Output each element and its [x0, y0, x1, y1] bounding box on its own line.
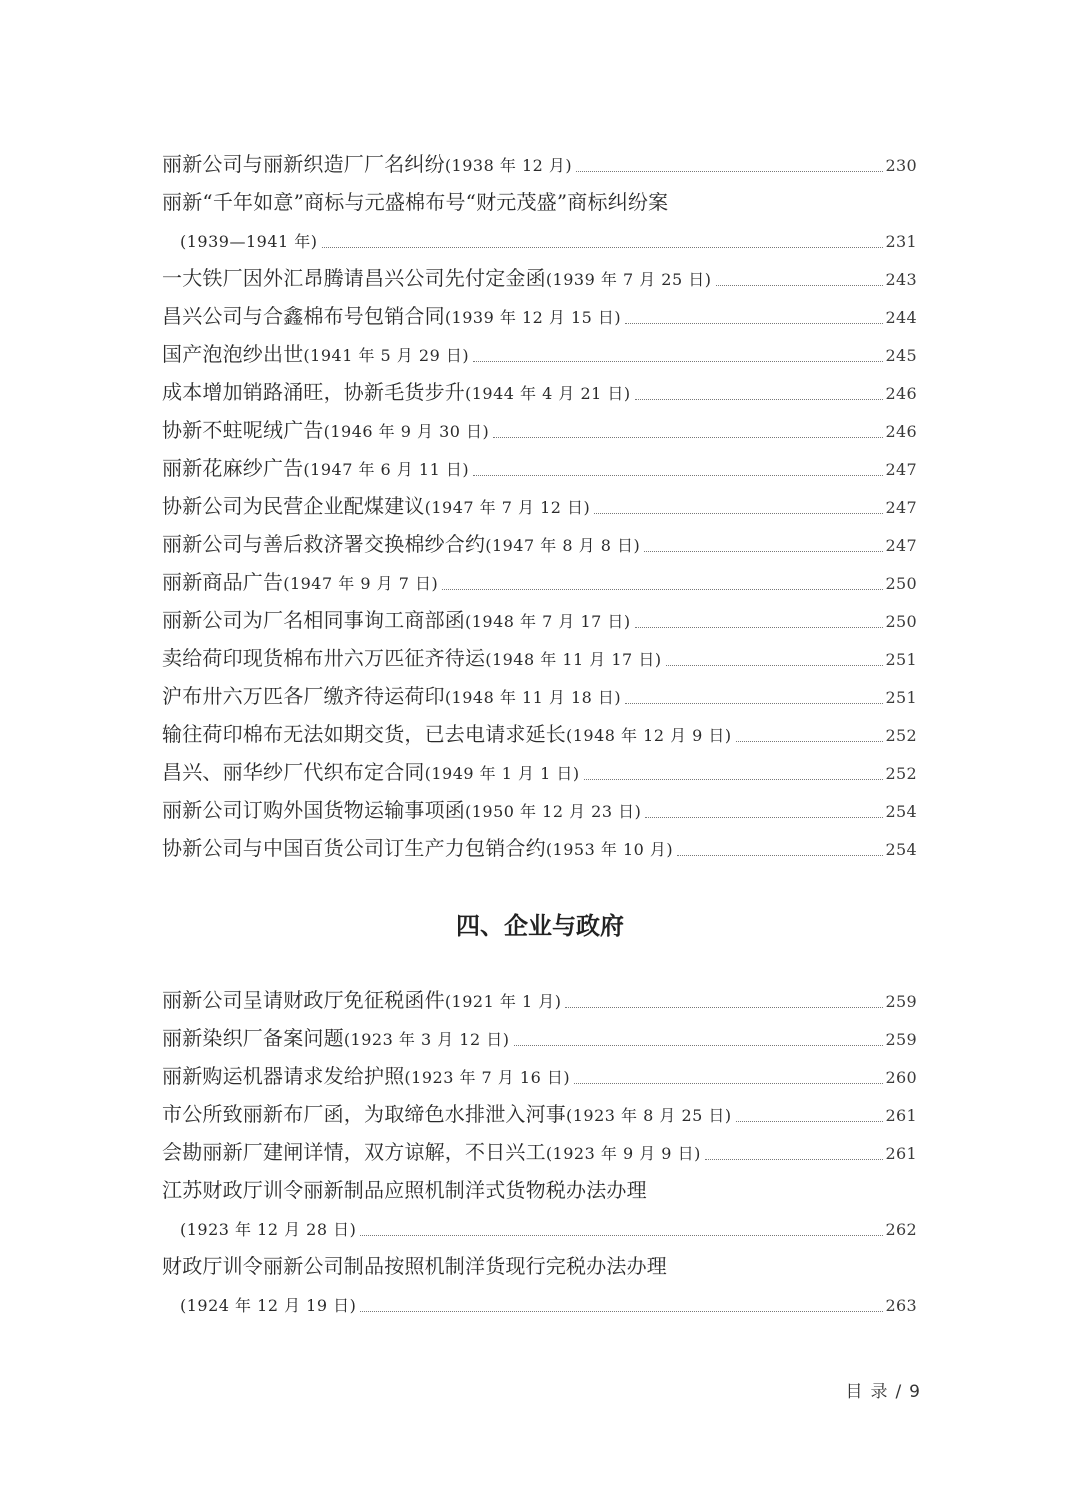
toc-entry-title: 协新公司为民营企业配煤建议(1947 年 7 月 12 日)	[162, 494, 591, 518]
toc-entry-page: 252	[885, 726, 917, 745]
footer-page-number: 9	[909, 1382, 920, 1402]
toc-entry-page: 254	[885, 840, 917, 859]
toc-entry-page: 261	[885, 1144, 917, 1163]
toc-entry-title: 协新不蛀呢绒广告(1946 年 9 月 30 日)	[162, 418, 490, 442]
toc-entry-date: (1953 年 10 月)	[545, 840, 674, 859]
toc-entry-date: (1948 年 7 月 17 日)	[465, 612, 631, 631]
dot-leader	[716, 285, 883, 286]
toc-entry-date: (1924 年 12 月 19 日)	[180, 1296, 357, 1315]
dot-leader	[736, 1121, 883, 1122]
dot-leader	[322, 247, 883, 248]
toc-entry-title: 卖给荷印现货棉布卅六万匹征齐待运(1948 年 11 月 17 日)	[162, 646, 662, 670]
toc-entry-page: 259	[885, 992, 917, 1011]
toc-entry-date: (1947 年 7 月 12 日)	[424, 498, 591, 517]
toc-entry-page: 231	[885, 232, 917, 251]
toc-entry[interactable]	[162, 416, 917, 446]
toc-entry-title: 丽新购运机器请求发给护照(1923 年 7 月 16 日)	[162, 1064, 571, 1088]
dot-leader	[645, 817, 882, 818]
toc-entry-date: (1923 年 12 月 28 日)	[180, 1220, 357, 1239]
toc-entry-date: (1947 年 8 月 8 日)	[485, 536, 641, 555]
toc-entry[interactable]	[180, 1290, 917, 1320]
toc-entry-title: 丽新公司呈请财政厅免征税函件(1921 年 1 月)	[162, 988, 562, 1012]
section-heading: 四、企业与政府	[456, 912, 624, 940]
toc-entry[interactable]	[162, 1100, 917, 1130]
dot-leader	[514, 1045, 883, 1046]
dot-leader	[493, 437, 882, 438]
dot-leader	[574, 1083, 882, 1084]
toc-entry-page: 245	[885, 346, 917, 365]
toc-entry-date: (1947 年 9 月 7 日)	[283, 574, 439, 593]
toc-entry-page: 243	[885, 270, 917, 289]
dot-leader	[705, 1159, 883, 1160]
toc-entry-page: 260	[885, 1068, 917, 1087]
toc-entry-title: 丽新公司为厂名相同事询工商部函(1948 年 7 月 17 日)	[162, 608, 631, 632]
page-footer	[845, 1377, 920, 1402]
toc-entry[interactable]	[162, 302, 917, 332]
toc-entry-title: 会勘丽新厂建闸详情，双方谅解，不日兴工(1923 年 9 月 9 日)	[162, 1140, 701, 1164]
toc-entry-title: 丽新公司与善后救济署交换棉纱合约(1947 年 8 月 8 日)	[162, 532, 641, 556]
dot-leader	[635, 627, 883, 628]
toc-entry[interactable]	[162, 834, 917, 864]
toc-entry-date: (1923 年 9 月 9 日)	[545, 1144, 701, 1163]
dot-leader	[565, 1007, 882, 1008]
toc-entry-page: 252	[885, 764, 917, 783]
toc-entry[interactable]	[162, 1024, 917, 1054]
toc-entry-page: 261	[885, 1106, 917, 1125]
toc-entry-page: 247	[885, 460, 917, 479]
toc-entry-date: (1921 年 1 月)	[444, 992, 562, 1011]
toc-entry-title: 丽新公司订购外国货物运输事项函(1950 年 12 月 23 日)	[162, 798, 642, 822]
toc-entry-title	[180, 1214, 356, 1244]
toc-entry[interactable]	[162, 758, 917, 788]
toc-entry-title: 丽新花麻纱广告(1947 年 6 月 11 日)	[162, 456, 470, 480]
toc-entry-page: 247	[885, 498, 917, 517]
toc-entry-date: (1948 年 11 月 18 日)	[444, 688, 622, 707]
toc-entry-title: 一大铁厂因外汇昂腾请昌兴公司先付定金函(1939 年 7 月 25 日)	[162, 266, 712, 290]
dot-leader	[666, 665, 883, 666]
toc-entry-date: (1950 年 12 月 23 日)	[465, 802, 642, 821]
dot-leader	[677, 855, 882, 856]
toc-entry-title	[180, 1290, 356, 1320]
toc-entry-title: 昌兴公司与合鑫棉布号包销合同(1939 年 12 月 15 日)	[162, 304, 622, 328]
toc-entry-page: 262	[885, 1220, 917, 1239]
dot-leader	[644, 551, 882, 552]
toc-entry-title-line1[interactable]: 丽新“千年如意”商标与元盛棉布号“财元茂盛”商标纠纷案	[162, 190, 669, 214]
toc-entry[interactable]	[162, 1062, 917, 1092]
dot-leader	[473, 475, 882, 476]
toc-entry[interactable]	[162, 796, 917, 826]
toc-entry-page: 247	[885, 536, 917, 555]
toc-entry-date: (1948 年 12 月 9 日)	[566, 726, 732, 745]
toc-entry[interactable]	[180, 1214, 917, 1244]
dot-leader	[576, 171, 882, 172]
toc-entry-date: (1941 年 5 月 29 日)	[303, 346, 470, 365]
toc-entry-date: (1947 年 6 月 11 日)	[303, 460, 470, 479]
dot-leader	[473, 361, 882, 362]
toc-entry-title-line1[interactable]: 江苏财政厅训令丽新制品应照机制洋式货物税办法办理	[162, 1178, 647, 1202]
toc-entry-title: 市公所致丽新布厂函，为取缔色水排泄入河事(1923 年 8 月 25 日)	[162, 1102, 732, 1126]
toc-entry-page: 259	[885, 1030, 917, 1049]
toc-entry[interactable]	[162, 150, 917, 180]
toc-entry-page: 250	[885, 612, 917, 631]
dot-leader	[360, 1235, 882, 1236]
toc-entry-title: 输往荷印棉布无法如期交货，已去电请求延长(1948 年 12 月 9 日)	[162, 722, 732, 746]
dot-leader	[736, 741, 883, 742]
toc-entry-date: (1939 年 12 月 15 日)	[444, 308, 622, 327]
toc-entry-page: 251	[885, 688, 917, 707]
dot-leader	[442, 589, 882, 590]
toc-entry-title: 协新公司与中国百货公司订生产力包销合约(1953 年 10 月)	[162, 836, 674, 860]
toc-entry-date: (1946 年 9 月 30 日)	[323, 422, 490, 441]
footer-label-2: 录	[870, 1382, 888, 1402]
toc-entry-title: 沪布卅六万匹各厂缴齐待运荷印(1948 年 11 月 18 日)	[162, 684, 622, 708]
dot-leader	[625, 703, 882, 704]
toc-entry-date: (1944 年 4 月 21 日)	[465, 384, 631, 403]
toc-entry-page: 250	[885, 574, 917, 593]
dot-leader	[594, 513, 882, 514]
toc-entry[interactable]	[162, 986, 917, 1016]
toc-entry-page: 244	[885, 308, 917, 327]
toc-entry[interactable]	[180, 226, 917, 256]
toc-entry-title-line1[interactable]: 财政厅训令丽新公司制品按照机制洋货现行完税办法办理	[162, 1254, 667, 1278]
toc-entry[interactable]	[162, 454, 917, 484]
toc-entry[interactable]	[162, 720, 917, 750]
dot-leader	[360, 1311, 882, 1312]
toc-entry-title: 昌兴、丽华纱厂代织布定合同(1949 年 1 月 1 日)	[162, 760, 580, 784]
toc-entry-date: (1923 年 8 月 25 日)	[566, 1106, 732, 1125]
toc-entry-title: 成本增加销路涌旺，协新毛货步升(1944 年 4 月 21 日)	[162, 380, 631, 404]
toc-entry[interactable]	[162, 682, 917, 712]
dot-leader	[584, 779, 883, 780]
toc-entry[interactable]	[162, 1138, 917, 1168]
toc-entry-title: 丽新染织厂备案问题(1923 年 3 月 12 日)	[162, 1026, 510, 1050]
toc-entry-date: (1949 年 1 月 1 日)	[424, 764, 580, 783]
toc-entry-title	[180, 226, 318, 256]
toc-entry-title: 丽新商品广告(1947 年 9 月 7 日)	[162, 570, 439, 594]
toc-entry-date: (1923 年 3 月 12 日)	[343, 1030, 510, 1049]
toc-entry-title: 丽新公司与丽新织造厂厂名纠纷(1938 年 12 月)	[162, 152, 573, 176]
toc-entry[interactable]	[162, 492, 917, 522]
toc-entry[interactable]	[162, 340, 917, 370]
dot-leader	[635, 399, 883, 400]
toc-entry-page: 230	[885, 156, 917, 175]
footer-separator: /	[895, 1382, 902, 1402]
dot-leader	[625, 323, 882, 324]
toc-entry-page: 246	[885, 422, 917, 441]
toc-entry[interactable]	[162, 606, 917, 636]
toc-entry-title: 国产泡泡纱出世(1941 年 5 月 29 日)	[162, 342, 470, 366]
toc-entry[interactable]	[162, 568, 917, 598]
toc-entry-date: (1939 年 7 月 25 日)	[545, 270, 712, 289]
toc-entry-date: (1939—1941 年)	[180, 232, 318, 251]
footer-label-1: 目	[845, 1382, 863, 1402]
toc-entry-page: 246	[885, 384, 917, 403]
toc-entry[interactable]	[162, 378, 917, 408]
toc-entry-date: (1948 年 11 月 17 日)	[485, 650, 662, 669]
toc-entry-date: (1923 年 7 月 16 日)	[404, 1068, 571, 1087]
toc-entry[interactable]	[162, 264, 917, 294]
toc-entry-date: (1938 年 12 月)	[444, 156, 573, 175]
toc-entry-page: 251	[885, 650, 917, 669]
toc-entry-page: 263	[885, 1296, 917, 1315]
toc-entry-page: 254	[885, 802, 917, 821]
toc-entry[interactable]	[162, 644, 917, 674]
toc-entry[interactable]	[162, 530, 917, 560]
